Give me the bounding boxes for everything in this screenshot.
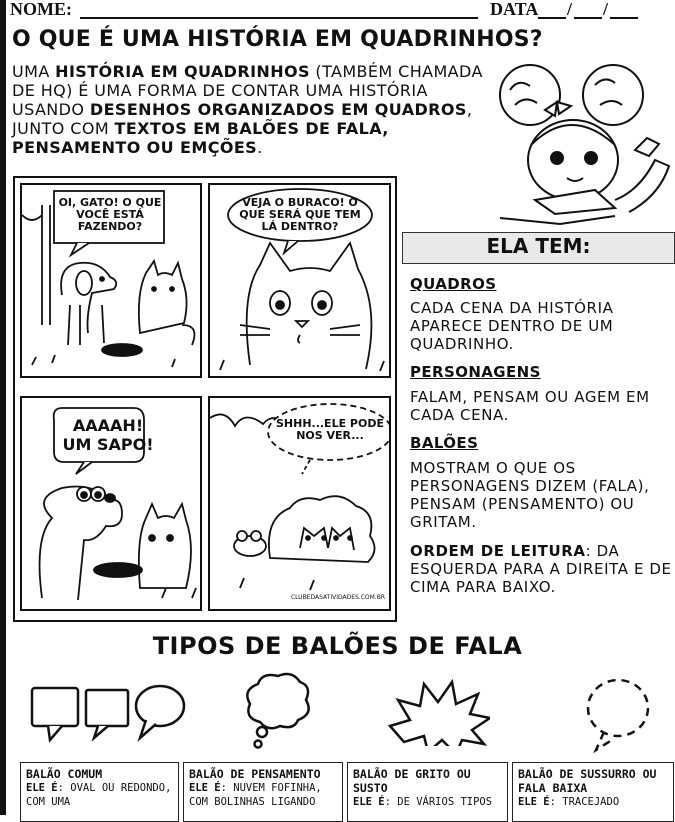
sidebar-heading: ELA TEM:	[486, 234, 591, 258]
balloon-type-card	[347, 762, 508, 822]
speech-bubble-text: VEJA O BURACO! O QUE SERÁ QUE TEM LÁ DENTRO?	[239, 196, 361, 233]
comic-panel-1	[20, 183, 202, 378]
whisper-bubble-icon	[578, 674, 658, 754]
sidebar-item-text: MOSTRAM O QUE OS PERSONAGENS DIZEM (FALA), PENSAM (PENSAMENTO) OU GRITAM.	[410, 459, 650, 531]
page-title: O QUE É UMA HISTÓRIA EM QUADRINHOS?	[12, 27, 543, 52]
comic-panel-2	[208, 183, 391, 378]
sidebar-item-title: BALÕES	[410, 434, 479, 452]
comic-panel-4	[208, 396, 391, 611]
date-sep: /	[567, 0, 573, 19]
name-field-line[interactable]	[80, 17, 478, 19]
thought-bubble-icon	[240, 672, 310, 756]
whisper-bubble-text: SHHH...ELE PODE NOS VER...	[275, 417, 384, 442]
card-title: BALÃO DE PENSAMENTO	[189, 767, 321, 781]
card-title: BALÃO DE SUSSURRO OU FALA BAIXA	[518, 767, 657, 795]
balloon-type-card	[20, 762, 179, 822]
shout-bubble-icon	[380, 676, 490, 746]
card-description: ELE É: TRACEJADO	[518, 796, 620, 808]
date-month-line[interactable]	[574, 17, 602, 19]
comic-panel-3	[20, 396, 202, 611]
sidebar-item-title: PERSONAGENS	[410, 363, 541, 381]
sidebar-item-text: CADA CENA DA HISTÓRIA APARECE DENTRO DE UM QUADRINHO.	[410, 299, 614, 353]
date-label: DATA	[490, 0, 539, 19]
page-left-border	[0, 0, 6, 815]
reading-order-text: ORDEM DE LEITURA: DA ESQUERDA PARA A DIREITA E DE CIMA PARA BAIXO.	[410, 542, 672, 596]
speech-bubble-text: OI, GATO! O QUE VOCÊ ESTÁ FAZENDO?	[58, 196, 162, 233]
date-sep: /	[603, 0, 609, 19]
types-heading: TIPOS DE BALÕES DE FALA	[152, 632, 523, 660]
card-description: ELE É: DE VÁRIOS TIPOS	[353, 796, 493, 808]
balloon-type-card	[512, 762, 674, 822]
card-description: ELE É: NUVEM FOFINHA, COM BOLINHAS LIGANDO	[189, 782, 322, 808]
date-year-line[interactable]	[610, 17, 638, 19]
shout-bubble-text: AAAAH! UM SAPO!	[62, 416, 154, 454]
comic-strip	[13, 176, 397, 622]
credit-text: CLUBEDASATIVIDADES.COM.BR	[290, 594, 385, 601]
balloon-type-card	[183, 762, 343, 822]
sidebar-item-text: FALAM, PENSAM OU AGEM EM CADA CENA.	[410, 388, 650, 424]
card-title: BALÃO DE GRITO OU SUSTO	[353, 767, 471, 795]
speech-bubbles-icon	[28, 680, 188, 750]
date-day-line[interactable]	[538, 17, 566, 19]
card-title: BALÃO COMUM	[26, 767, 103, 781]
intro-paragraph: UMA HISTÓRIA EM QUADRINHOS (TAMBÉM CHAMADA DE HQ) É UMA FORMA DE CONTAR UMA HISTÓRIA USANDO DESENHOS ORGANIZADOS EM QUADROS, JUNTO COM TEXTOS EM BALÕES DE FALA, PENSAMENTO OU EMÇÕES.	[12, 62, 483, 157]
card-description: ELE É: OVAL OU REDONDO, COM UMA	[26, 782, 172, 808]
name-label: NOME:	[10, 0, 72, 19]
sidebar-item-title: QUADROS	[410, 275, 497, 293]
girl-reading-illustration	[495, 50, 675, 228]
